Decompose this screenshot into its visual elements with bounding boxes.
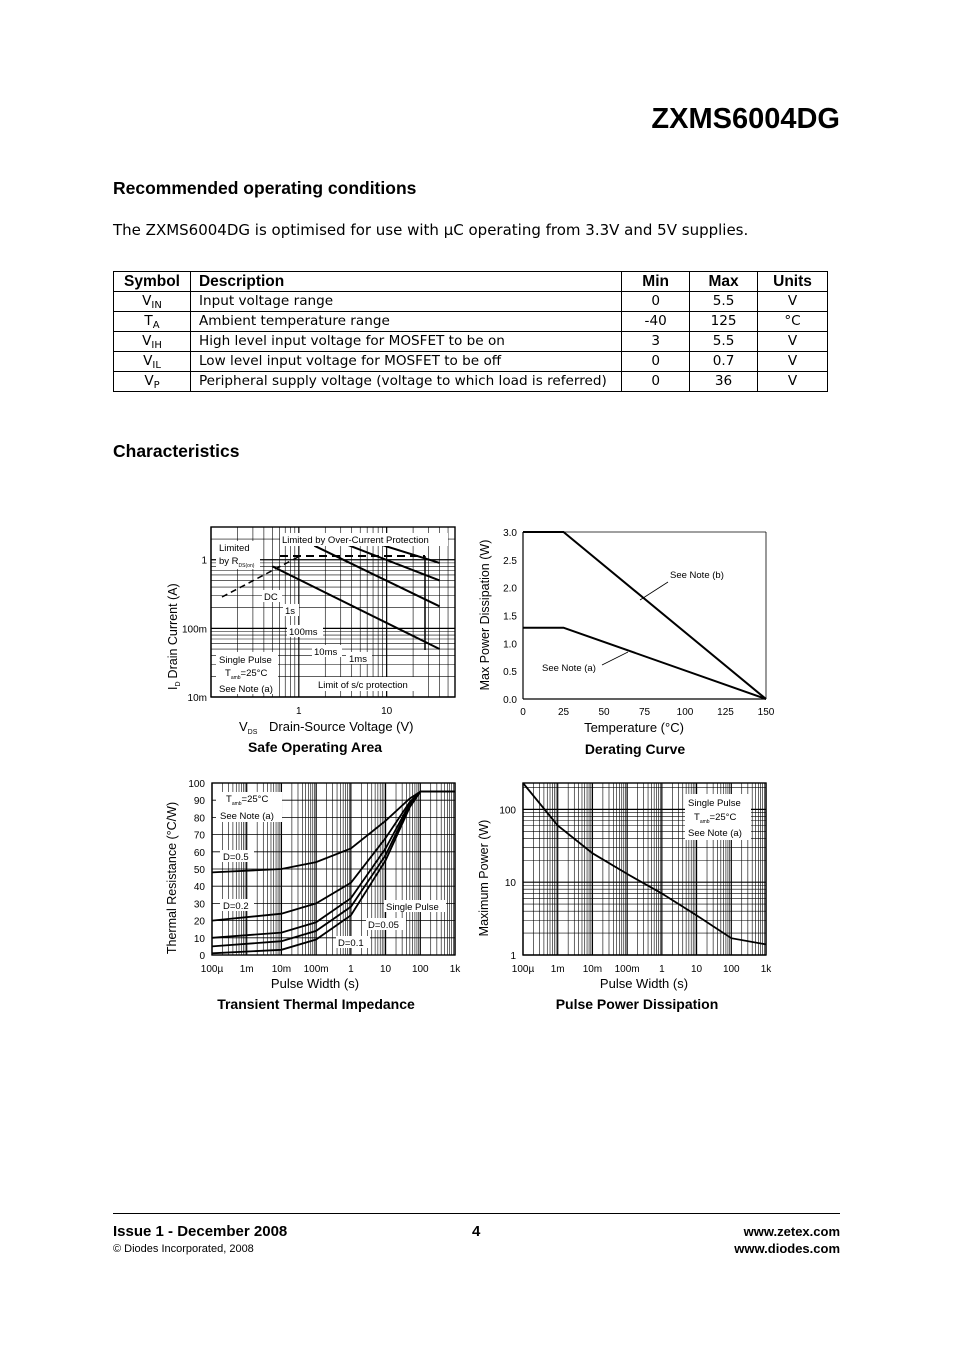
y-tick-label: 2.0 [503,583,517,595]
annotation-tamb-main: T [694,812,700,823]
x-tick-label: 100 [676,707,694,718]
description-cell: Input voltage range [190,292,621,312]
annotation-100ms: 100ms [289,627,318,638]
y-tick-label: 10 [504,878,516,890]
symbol-letter: V [142,333,152,349]
col-header-max: Max [690,272,758,292]
min-cell: 0 [622,292,690,312]
annotation-rdson-main: by R [219,556,239,567]
y-axis-label-soa [166,583,182,690]
y-tick-label: 3.0 [503,528,517,539]
x-tick-label: 10m [582,964,603,975]
page-number: 4 [472,1223,481,1240]
annotation-rdson-sub: DS(on) [238,563,255,569]
annotation-tamb-sub: amb [231,801,242,807]
annotation-overcurrent: Limited by Over-Current Protection [282,535,429,546]
y-tick-label: 10 [193,933,205,945]
annotation-tamb-value: =25°C [241,794,269,805]
symbol-subscript: A [152,320,160,331]
annotation-note-b: See Note (b) [670,570,724,581]
y-tick-label: 1.5 [503,611,517,623]
symbol-letter: V [144,373,154,389]
symbol-letter: V [142,293,152,309]
chart-title: Derating Curve [584,741,686,757]
annotation-1s: 1s [285,606,296,617]
annotation-leader-b [640,582,668,600]
y-tick-label: 100 [499,805,516,817]
symbol-letter: T [144,313,153,329]
symbol-subscript: IH [151,340,162,351]
y-axis-subscript: D [175,681,182,687]
annotation-tamb-value: =25°C [240,668,268,679]
chart-title: Safe Operating Area [247,739,383,755]
max-cell: 36 [690,372,758,392]
x-tick-label: 100 [722,964,740,975]
symbol-subscript: P [153,380,160,391]
x-tick-label: 1k [449,964,461,975]
x-tick-label: 1 [348,964,354,975]
max-cell: 125 [690,312,758,332]
footer-issue: Issue 1 - December 2008 [113,1223,288,1240]
max-cell: 5.5 [690,332,758,352]
annotation-d01: D=0.1 [338,938,364,949]
annotation-dc: DC [264,592,278,603]
annotation-note: See Note (a) [688,828,742,839]
x-tick-label: 25 [557,707,570,718]
units-cell: V [758,332,828,352]
x-tick-label: 50 [598,707,610,718]
chart-title: Pulse Power Dissipation [555,996,719,1012]
y-tick-label: 1 [510,951,516,962]
x-axis-symbol-sub: DS [247,729,258,736]
x-tick-label: 10 [691,964,703,975]
y-tick-label: 0 [199,951,205,962]
x-axis-symbol-main: V [239,719,248,734]
y-tick-label: 20 [193,916,205,928]
max-cell: 5.5 [690,292,758,312]
annotation-note-a: See Note (a) [542,663,596,674]
x-tick-label: 10 [381,706,393,717]
x-axis-symbol [239,719,258,736]
y-tick-label: 90 [193,796,205,808]
y-tick-label: 70 [193,830,205,842]
x-tick-label: 1m [550,964,565,975]
annotation-limited: Limited [219,543,250,554]
annotation-tamb-value: =25°C [709,812,737,823]
annotation-note: See Note (a) [219,684,273,695]
units-cell: V [758,372,828,392]
annotation-leader-a [602,652,628,665]
symbol-letter: V [143,353,153,369]
annotation-tamb-sub: amb [699,819,710,825]
x-tick-label: 75 [638,707,651,718]
annotation-tamb-sub: amb [230,675,241,681]
min-cell: 0 [622,352,690,372]
x-tick-label: 1k [760,964,772,975]
x-tick-label: 125 [717,707,734,718]
col-header-min: Min [622,272,690,292]
min-cell: -40 [622,312,690,332]
units-cell: °C [758,312,828,332]
footer-url-zetex[interactable]: www.zetex.com [743,1224,840,1239]
annotation-single-pulse: Single Pulse [219,655,272,666]
y-tick-label: 1.0 [503,639,517,651]
symbol-subscript: IN [151,300,162,311]
description-cell: High level input voltage for MOSFET to be on [190,332,621,352]
min-cell: 3 [622,332,690,352]
max-cell: 0.7 [690,352,758,372]
y-axis-label: Maximum Power (W) [477,819,491,937]
col-header-description: Description [190,272,621,292]
x-tick-label: 100 [411,964,429,975]
y-tick-label: 10m [187,693,207,704]
x-tick-label: 100µ [200,964,224,975]
y-axis-label: Thermal Resistance (°C/W) [165,801,179,955]
x-tick-label: 1 [296,706,302,717]
x-axis-label: Temperature (°C) [584,720,684,735]
y-tick-label: 0.5 [503,667,517,679]
intro-text: The ZXMS6004DG is optimised for use with µC operating from 3.3V and 5V supplies. [113,221,749,239]
y-tick-label: 80 [193,813,205,825]
x-axis-label: Pulse Width (s) [270,976,360,991]
annotation-d005: D=0.05 [368,920,399,931]
symbol-subscript: IL [152,360,161,371]
min-cell: 0 [622,372,690,392]
footer-copyright: © Diodes Incorporated, 2008 [113,1243,254,1255]
annotation-tamb-main: T [225,668,231,679]
y-axis-label: Max Power Dissipation (W) [478,539,492,691]
x-tick-label: 0 [520,707,526,718]
annotation-sc-limit: Limit of s/c protection [318,680,408,691]
description-cell: Low level input voltage for MOSFET to be off [190,352,621,372]
description-cell: Ambient temperature range [190,312,621,332]
y-axis-symbol: I [166,686,180,690]
annotation-tamb-main: T [226,794,232,805]
annotation-note: See Note (a) [220,811,274,822]
x-tick-label: 10m [271,964,292,975]
annotation-10ms: 10ms [314,647,338,658]
x-tick-label: 100µ [511,964,535,975]
y-tick-label: 1 [201,555,207,567]
units-cell: V [758,292,828,312]
annotation-d02: D=0.2 [223,901,249,912]
footer-url-diodes[interactable]: www.diodes.com [734,1241,840,1256]
y-tick-label: 100m [181,624,207,636]
x-tick-label: 10 [380,964,392,975]
y-tick-label: 2.5 [503,555,517,567]
col-header-symbol: Symbol [114,272,191,292]
annotation-1ms: 1ms [349,654,367,665]
x-axis-label: Pulse Width (s) [599,976,689,991]
y-tick-label: 50 [193,865,205,876]
footer-divider [113,1213,840,1214]
annotation-single-pulse: Single Pulse [688,798,741,809]
x-tick-label: 100m [303,964,329,975]
x-tick-label: 1 [659,964,665,975]
units-cell: V [758,352,828,372]
x-tick-label: 100m [614,964,640,975]
section-heading-characteristics: Characteristics [113,441,240,461]
x-axis-label: Drain-Source Voltage (V) [269,719,414,734]
y-tick-label: 0.0 [503,695,517,706]
y-tick-label: 30 [193,899,205,911]
description-cell: Peripheral supply voltage (voltage to which load is referred) [190,372,621,392]
col-header-units: Units [758,272,828,292]
annotation-single-pulse: Single Pulse [386,902,439,913]
y-tick-label: 100 [188,779,205,790]
y-tick-label: 60 [193,847,205,859]
y-tick-label: 40 [193,882,205,894]
annotation-d05: D=0.5 [223,852,249,863]
part-number: ZXMS6004DG [651,103,840,135]
chart-title: Transient Thermal Impedance [217,996,415,1012]
y-axis-text: Drain Current (A) [166,583,180,679]
section-heading-recommended: Recommended operating conditions [113,178,417,198]
x-tick-label: 150 [757,707,775,718]
x-tick-label: 1m [239,964,254,975]
